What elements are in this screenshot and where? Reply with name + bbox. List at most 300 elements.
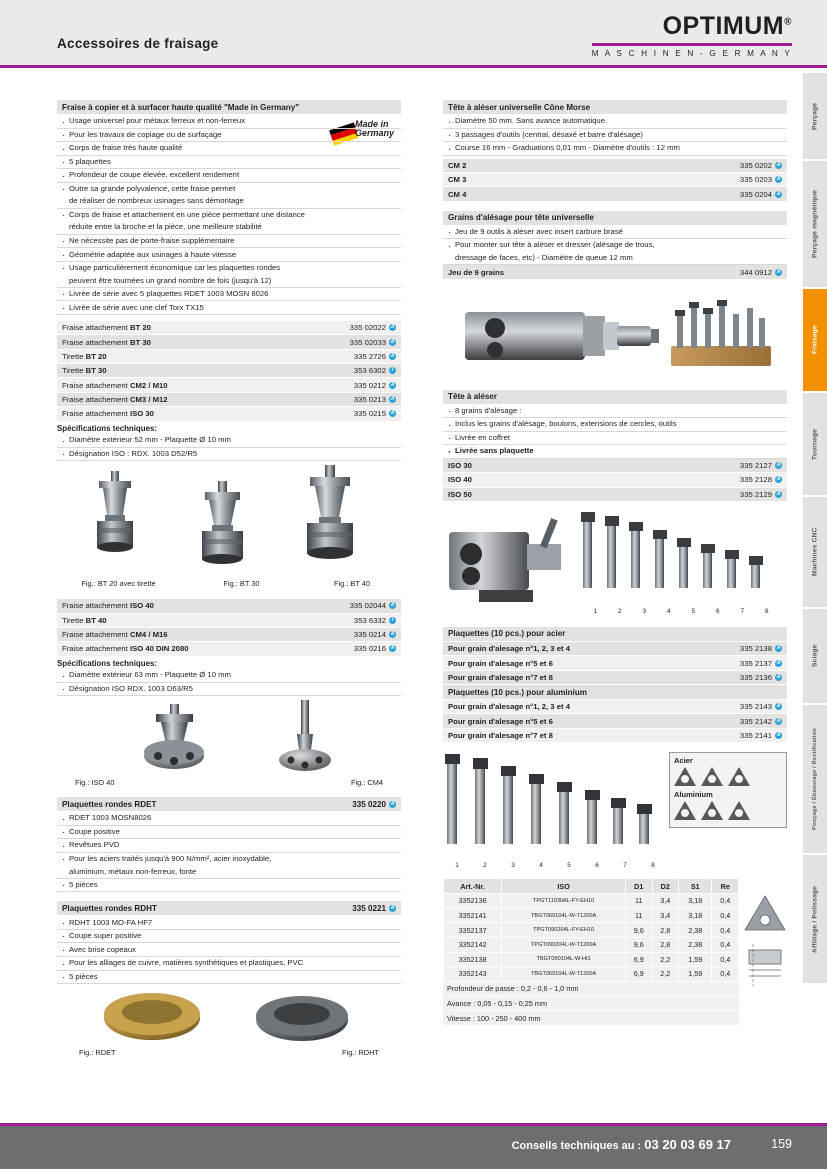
badge-icon: A xyxy=(776,190,781,197)
row-reference: 335 2143 xyxy=(739,702,772,712)
row-label: Fraise attachement xyxy=(62,601,130,611)
cell-d2: 2,8 xyxy=(652,937,678,952)
table-row[interactable] xyxy=(57,335,401,349)
footer-phone: 03 20 03 69 17 xyxy=(644,1137,731,1152)
cell-d2: 2,8 xyxy=(652,923,678,938)
tool-number-labels xyxy=(443,862,667,869)
table-row[interactable] xyxy=(443,700,787,714)
row-reference: 335 2136 xyxy=(739,672,772,682)
num-label: 1 xyxy=(455,862,459,870)
list-item: · Outre sa grande polyvalence, cette fraise permet xyxy=(57,183,401,196)
row-variant: ISO 30 xyxy=(129,409,154,419)
block-title: Plaquettes rondes RDET xyxy=(62,799,157,809)
tab-tournage[interactable]: Tournage xyxy=(803,391,827,495)
row-reference: 335 0213 xyxy=(353,395,386,405)
row-reference: 335 02022 xyxy=(349,323,386,333)
num-label: 5 xyxy=(691,607,696,615)
table-row[interactable] xyxy=(444,937,739,952)
block-title-row xyxy=(57,901,401,916)
cell-s1: 2,38 xyxy=(678,937,712,952)
row-reference: 335 0212 xyxy=(353,380,386,390)
figure-caption: Fig.: RDHT xyxy=(342,1048,379,1058)
row-variant: ISO 50 xyxy=(448,489,472,499)
figure-caption: Fig.: BT 30 xyxy=(223,579,260,589)
feature-list xyxy=(57,812,401,892)
row-reference: 335 02044 xyxy=(349,601,386,611)
reference-table xyxy=(443,159,787,202)
row-label: Tirette xyxy=(62,615,86,625)
product-block-tete-aleser-universelle xyxy=(443,100,787,202)
footer-accent-bar xyxy=(0,1123,827,1126)
col-iso: ISO xyxy=(502,879,626,894)
table-row[interactable] xyxy=(57,321,401,335)
row-reference: 344 0912 xyxy=(739,267,772,277)
cell-iso: TBGT060104L-W-Ht1 xyxy=(502,952,626,967)
list-item: · Avec brise copeaux xyxy=(57,943,401,957)
triangle-insert-icon xyxy=(701,767,723,786)
reference-table-2 xyxy=(57,599,401,657)
row-variant: BT 20 xyxy=(129,323,151,333)
logo-subtitle: M A S C H I N E N - G E R M A N Y xyxy=(591,49,792,58)
row-label: Tirette xyxy=(62,366,86,376)
left-column xyxy=(57,100,401,1067)
tab-machines-cnc[interactable]: Machines CNC xyxy=(803,495,827,607)
row-reference: 335 0204 xyxy=(739,189,772,199)
block-title-aluminium: Plaquettes (10 pcs.) pour aluminium xyxy=(443,685,787,700)
tool-row-illustration xyxy=(443,752,673,860)
table-header-row xyxy=(444,879,739,894)
table-row[interactable] xyxy=(57,614,401,628)
cell-re: 0,4 xyxy=(712,952,739,967)
row-variant: Pour grain d'alesage n°1, 2, 3 et 4 xyxy=(448,702,570,712)
artnr-table-block xyxy=(443,878,787,1026)
tab-percage-magnetique[interactable]: Perçage magnétique xyxy=(803,159,827,287)
badge-icon: i xyxy=(389,617,396,624)
num-label: 1 xyxy=(593,607,598,615)
cell-s1: 1,59 xyxy=(678,967,712,982)
list-item: · 5 pièces xyxy=(57,879,401,893)
product-block-fraise-copier xyxy=(57,100,401,590)
list-item: · Jeu de 9 outils à aléser avec insert carbure brasé xyxy=(443,226,787,240)
row-reference: 335 2142 xyxy=(739,716,772,726)
cell-re: 0,4 xyxy=(712,908,739,923)
cell-d1: 11 xyxy=(626,908,652,923)
made-in-germany-text: Made in Germany xyxy=(355,119,395,139)
col-d1: D1 xyxy=(626,879,652,894)
row-reference: 335 2138 xyxy=(739,644,772,654)
table-row[interactable] xyxy=(444,908,739,923)
spec-heading: Spécifications techniques: xyxy=(57,424,157,434)
block-title: Fraise à copier et à surfacer haute qualité "Made in Germany" xyxy=(57,100,401,115)
num-label: 7 xyxy=(740,607,745,615)
table-row[interactable] xyxy=(443,187,787,201)
feature-list xyxy=(443,115,787,156)
block-title: Tête à aléser universelle Cône Morse xyxy=(443,100,787,115)
badge-icon: A xyxy=(390,352,395,359)
page-number: 159 xyxy=(771,1137,792,1151)
tab-sciage[interactable]: Sciage xyxy=(803,607,827,703)
note-depth: Profondeur de passe : 0,2 - 0,6 - 1,0 mm xyxy=(443,982,739,997)
badge-icon: A xyxy=(776,732,781,738)
block-reference: 335 0220 xyxy=(352,799,386,809)
list-item: réduite entre la broche et la pièce, une meilleure stabilité xyxy=(57,221,401,235)
page-header xyxy=(0,0,827,68)
cell-art-nr: 3352137 xyxy=(444,923,502,938)
feature-list xyxy=(57,916,401,984)
legend-label-aluminium: Aluminium xyxy=(674,790,713,800)
figure-caption: Fig.: BT 20 avec tirette xyxy=(81,579,156,589)
cell-iso: TBGT060104L-W-T1200A xyxy=(502,908,626,923)
list-item: · Désignation ISO RDX. 1003 D63/R5 xyxy=(57,683,401,697)
cell-re: 0,4 xyxy=(712,967,739,982)
table-row[interactable] xyxy=(443,729,787,743)
row-variant: Jeu de 9 grains xyxy=(448,267,504,277)
cell-art-nr: 3352138 xyxy=(444,952,502,967)
figure-caption: Fig.: BT 40 xyxy=(333,579,370,589)
note-feed: Avance : 0,05 - 0,15 - 0,25 mm xyxy=(443,997,739,1012)
list-item: · 8 grains d'alésage : xyxy=(443,405,787,419)
list-item: · Profondeur de coupe élevée, excellent rendement xyxy=(57,169,401,183)
num-label: 4 xyxy=(666,607,671,615)
row-reference: 335 2128 xyxy=(739,475,772,485)
row-label: Fraise attachement xyxy=(62,337,130,347)
row-variant: CM3 / M12 xyxy=(129,395,168,405)
list-item: · Livrée en coffret xyxy=(443,432,787,446)
badge-icon: i xyxy=(389,367,396,374)
list-item: · Désignation ISO : RDX. 1003 D52/R5 xyxy=(57,448,401,462)
product-block-iso40 xyxy=(57,599,401,788)
product-block-rdet xyxy=(57,797,401,892)
num-label: 7 xyxy=(623,862,627,870)
reference-table xyxy=(443,265,787,279)
list-item: peuvent être tournées un grand nombre de fois (jusqu'à 12) xyxy=(57,274,401,288)
product-block-plaquettes xyxy=(443,627,787,743)
cell-s1: 3,18 xyxy=(678,908,712,923)
list-item: · 3 passages d'outils (central, désaxé et barre d'alésage) xyxy=(443,129,787,143)
block-reference: 335 0221 xyxy=(352,903,386,913)
row-variant: CM 3 xyxy=(448,175,467,185)
row-reference: 335 0215 xyxy=(353,409,386,419)
row-variant: ISO 40 xyxy=(129,601,154,611)
row-variant: ISO 30 xyxy=(448,461,472,470)
reference-table xyxy=(57,321,401,422)
footer-contact-label: Conseils techniques au : xyxy=(511,1140,642,1152)
list-item: · Diamètre 50 mm. Sans avance automatique. xyxy=(443,115,787,129)
figure-tools-legend xyxy=(443,752,787,874)
figure-caption: Fig.: ISO 40 xyxy=(75,778,115,788)
boring-bars-illustration xyxy=(443,508,787,606)
list-item: · Diamètre extérieur 63 mm - Plaquette Ø 10 mm xyxy=(57,669,401,683)
row-variant: Pour grain d'alesage n°1, 2, 3 et 4 xyxy=(448,644,570,654)
cell-d2: 2,2 xyxy=(652,967,678,982)
list-item: · Corps de fraise et attachement en une pièce permettant une distance xyxy=(57,209,401,222)
block-title: Plaquettes rondes RDHT xyxy=(62,903,157,913)
num-label: 2 xyxy=(617,607,622,615)
page-footer xyxy=(0,1123,827,1169)
block-title: Plaquettes (10 pcs.) pour acier xyxy=(443,627,787,642)
section-tabs xyxy=(803,71,827,983)
cell-iso: TPGT090204L-W-T1200A xyxy=(502,937,626,952)
triangle-insert-icon xyxy=(674,767,696,786)
cell-s1: 3,18 xyxy=(678,894,712,909)
cell-re: 0,4 xyxy=(712,923,739,938)
badge-icon: A xyxy=(390,904,395,911)
table-row[interactable] xyxy=(443,473,787,487)
table-row[interactable] xyxy=(443,714,787,728)
figure-boring-head xyxy=(443,286,787,381)
list-item: · Diamètre extérieur 52 mm - Plaquette Ø 10 mm xyxy=(57,434,401,448)
list-item: · Usage particulièrement économique car les plaquettes rondes xyxy=(57,262,401,275)
row-variant: BT 40 xyxy=(85,615,107,625)
badge-icon: A xyxy=(776,476,781,483)
table-row[interactable] xyxy=(443,671,787,685)
logo-text: OPTIMUM xyxy=(662,12,785,40)
cell-d1: 9,6 xyxy=(626,923,652,938)
row-reference: 353 6302 xyxy=(353,366,386,376)
num-label: 3 xyxy=(511,862,515,870)
feature-list xyxy=(443,405,787,459)
row-label: Tirette xyxy=(62,351,86,361)
cell-d2: 3,4 xyxy=(652,894,678,909)
badge-icon: A xyxy=(390,324,395,331)
table-notes xyxy=(443,982,739,1026)
table-row[interactable] xyxy=(57,393,401,407)
row-variant: Pour grain d'alesage n°5 et 6 xyxy=(448,658,553,668)
cell-d1: 11 xyxy=(626,894,652,909)
table-row[interactable] xyxy=(57,407,401,421)
insert-technical-drawing xyxy=(743,894,787,1004)
col-art-nr: Art.-Nr. xyxy=(444,879,502,894)
spec-list xyxy=(57,434,401,461)
reference-table-steel xyxy=(443,642,787,685)
row-variant: ISO 40 DIN 2080 xyxy=(129,644,189,654)
table-row[interactable] xyxy=(57,350,401,364)
list-item: · Coupe positive xyxy=(57,826,401,840)
row-variant: CM4 / M16 xyxy=(129,630,168,640)
tab-fraisage[interactable]: Fraisage xyxy=(803,287,827,391)
badge-icon: A xyxy=(776,717,781,724)
cell-iso: TBGT060104L-W-T1200A xyxy=(502,967,626,982)
table-row[interactable] xyxy=(444,967,739,982)
block-title: Grains d'alésage pour tête universelle xyxy=(443,211,787,226)
row-reference: 335 0203 xyxy=(739,175,772,185)
triangle-insert-icon xyxy=(674,801,696,820)
note-speed: Vitesse : 100 - 250 - 400 mm xyxy=(443,1011,739,1026)
list-item: aluminium, métaux non-ferreux, fonte xyxy=(57,865,401,879)
num-label: 6 xyxy=(595,862,599,870)
cell-iso: TPGT090204L-FY-EH10 xyxy=(502,923,626,938)
list-item: · Revêtues PVD xyxy=(57,839,401,853)
footer-contact xyxy=(512,1137,731,1152)
triangle-insert-icon xyxy=(728,801,750,820)
row-label: Fraise attachement xyxy=(62,409,130,419)
table-row[interactable] xyxy=(57,599,401,613)
table-row[interactable] xyxy=(443,173,787,187)
list-item: dressage de faces, etc) - Diamètre de queue 12 mm xyxy=(443,252,787,266)
product-block-grains-alesage xyxy=(443,211,787,381)
num-label: 5 xyxy=(567,862,571,870)
figure-iso40-cm4 xyxy=(57,696,401,788)
insert-group-alu xyxy=(674,801,782,820)
figure-boring-set xyxy=(443,508,787,618)
reference-table-alu xyxy=(443,700,787,743)
product-block-rdht xyxy=(57,901,401,1058)
tab-affutage[interactable]: Affûtage / Polissage xyxy=(803,853,827,983)
list-item: · Coupe super positive xyxy=(57,930,401,944)
badge-icon: A xyxy=(776,268,781,275)
row-label: Fraise attachement xyxy=(62,630,130,640)
insert-group-steel xyxy=(674,767,782,786)
num-label: 6 xyxy=(715,607,720,615)
product-block-tete-aleser xyxy=(443,390,787,618)
figure-toolholders xyxy=(57,465,401,590)
row-reference: 335 2127 xyxy=(739,461,772,470)
badge-icon: A xyxy=(776,490,781,497)
row-reference: 335 0216 xyxy=(353,644,386,654)
cell-art-nr: 3352141 xyxy=(444,908,502,923)
row-variant: BT 30 xyxy=(85,366,107,376)
row-variant: CM 2 xyxy=(448,160,467,170)
list-item: · 5 pièces xyxy=(57,971,401,985)
table-row[interactable] xyxy=(443,459,787,473)
badge-icon: A xyxy=(390,602,395,609)
badge-icon: A xyxy=(390,338,395,345)
triangle-insert-icon xyxy=(728,767,750,786)
list-item: · Géométrie adaptée aux usinages à haute vitesse xyxy=(57,248,401,262)
row-reference: 353 6332 xyxy=(353,615,386,625)
table-row[interactable] xyxy=(57,378,401,392)
col-s1: S1 xyxy=(678,879,712,894)
right-column xyxy=(443,100,787,1035)
brand-logo xyxy=(592,12,792,58)
table-row[interactable] xyxy=(444,894,739,909)
block-title: Tête à aléser xyxy=(443,390,787,405)
num-label: 8 xyxy=(651,862,655,870)
cell-s1: 2,38 xyxy=(678,923,712,938)
badge-icon: A xyxy=(776,176,781,183)
row-variant: BT 20 xyxy=(85,351,107,361)
cell-d1: 6,9 xyxy=(626,967,652,982)
feature-list xyxy=(443,226,787,266)
cell-d2: 3,4 xyxy=(652,908,678,923)
num-label: 2 xyxy=(483,862,487,870)
round-inserts-illustration xyxy=(57,988,401,1046)
table-row[interactable] xyxy=(57,364,401,378)
badge-icon: A xyxy=(390,645,395,652)
row-variant: BT 30 xyxy=(129,337,151,347)
badge-icon: A xyxy=(776,645,781,652)
col-d2: D2 xyxy=(652,879,678,894)
row-variant: Pour grain d'alesage n°5 et 6 xyxy=(448,716,553,726)
cell-re: 0,4 xyxy=(712,894,739,909)
cell-d1: 6,9 xyxy=(626,952,652,967)
table-row[interactable] xyxy=(444,923,739,938)
row-label: Fraise attachement xyxy=(62,323,130,333)
table-row[interactable] xyxy=(443,656,787,670)
list-item: · Inclus les grains d'alésage, boulons, extensions de cercles, outils xyxy=(443,418,787,432)
badge-icon: A xyxy=(390,396,395,403)
logo-registered: ® xyxy=(784,16,792,28)
table-row[interactable] xyxy=(444,952,739,967)
badge-icon: A xyxy=(776,161,781,168)
badge-icon: A xyxy=(776,462,781,468)
logo-rule xyxy=(592,43,792,46)
list-item: · 5 plaquettes xyxy=(57,156,401,170)
legend-label-steel: Acier xyxy=(674,756,693,766)
cell-re: 0,4 xyxy=(712,937,739,952)
col-re: Re xyxy=(712,879,739,894)
toolholder-illustration-2 xyxy=(57,696,401,776)
list-item: · Usage universel pour métaux ferreux et non-ferreux xyxy=(57,115,401,129)
page-title: Accessoires de fraisage xyxy=(57,36,219,51)
row-label: Fraise attachement xyxy=(62,395,130,405)
list-item: · Livrée de série avec une clef Torx TX15 xyxy=(57,301,401,315)
list-item: · RDET 1003 MOSN8026 xyxy=(57,812,401,826)
cell-s1: 1,59 xyxy=(678,952,712,967)
num-label: 3 xyxy=(642,607,647,615)
figure-caption: Fig.: RDET xyxy=(79,1048,116,1058)
row-reference: 335 2129 xyxy=(739,489,772,499)
table-row[interactable] xyxy=(443,642,787,656)
row-variant: CM2 / M10 xyxy=(129,380,168,390)
cell-art-nr: 3352142 xyxy=(444,937,502,952)
table-row[interactable] xyxy=(443,488,787,502)
cell-iso: TPGT11030AL-FY-EH10 xyxy=(502,894,626,909)
toolholder-illustration xyxy=(57,465,401,577)
cell-art-nr: 3352136 xyxy=(444,894,502,909)
list-item: de réaliser de nombreux usinages sans démontage xyxy=(57,195,401,209)
table-row[interactable] xyxy=(57,642,401,656)
badge-icon: A xyxy=(390,800,395,807)
spec-list xyxy=(57,669,401,696)
tab-percage[interactable]: Perçage xyxy=(803,71,827,159)
table-row[interactable] xyxy=(443,159,787,173)
badge-icon: A xyxy=(390,631,395,638)
tab-poncage[interactable]: Ponçage / Ébavurage / Rectification xyxy=(803,703,827,853)
list-item: · Livrée de série avec 5 plaquettes RDET 1003 MOSN 8026 xyxy=(57,288,401,302)
spec-heading: Spécifications techniques: xyxy=(57,659,157,669)
badge-icon: A xyxy=(776,703,781,710)
list-item: · Corps de fraise très haute qualité xyxy=(57,142,401,156)
row-reference: 335 2726 xyxy=(353,351,386,361)
boring-head-illustration xyxy=(443,286,787,378)
row-reference: 335 0214 xyxy=(353,630,386,640)
row-variant: Pour grain d'alesage n°7 et 8 xyxy=(448,731,553,740)
list-item: · Livrée sans plaquette xyxy=(443,445,787,459)
list-item: · Ne nécessite pas de porte-fraise supplémentaire xyxy=(57,235,401,249)
cell-d1: 9,6 xyxy=(626,937,652,952)
list-item: · Pour les alliages de cuivre, matières synthétiques et plastiques, PVC xyxy=(57,957,401,971)
table-row[interactable] xyxy=(57,628,401,642)
feature-list xyxy=(57,115,401,315)
num-label: 4 xyxy=(539,862,543,870)
figure-number-labels xyxy=(583,608,779,615)
artnr-table xyxy=(443,878,739,982)
badge-icon: A xyxy=(390,381,395,388)
row-reference: 335 2141 xyxy=(739,731,772,740)
table-row[interactable] xyxy=(443,265,787,279)
list-item: · Pour les aciers traités jusqu'à 900 N/mm², acier inoxydable, xyxy=(57,853,401,866)
row-variant: CM 4 xyxy=(448,189,467,199)
badge-icon: A xyxy=(776,659,781,666)
cell-d2: 2,2 xyxy=(652,952,678,967)
row-variant: ISO 40 xyxy=(448,475,472,485)
row-reference: 335 02033 xyxy=(349,337,386,347)
block-title-row xyxy=(57,797,401,812)
badge-icon: A xyxy=(390,410,395,417)
triangle-insert-icon xyxy=(701,801,723,820)
insert-legend xyxy=(669,752,787,828)
